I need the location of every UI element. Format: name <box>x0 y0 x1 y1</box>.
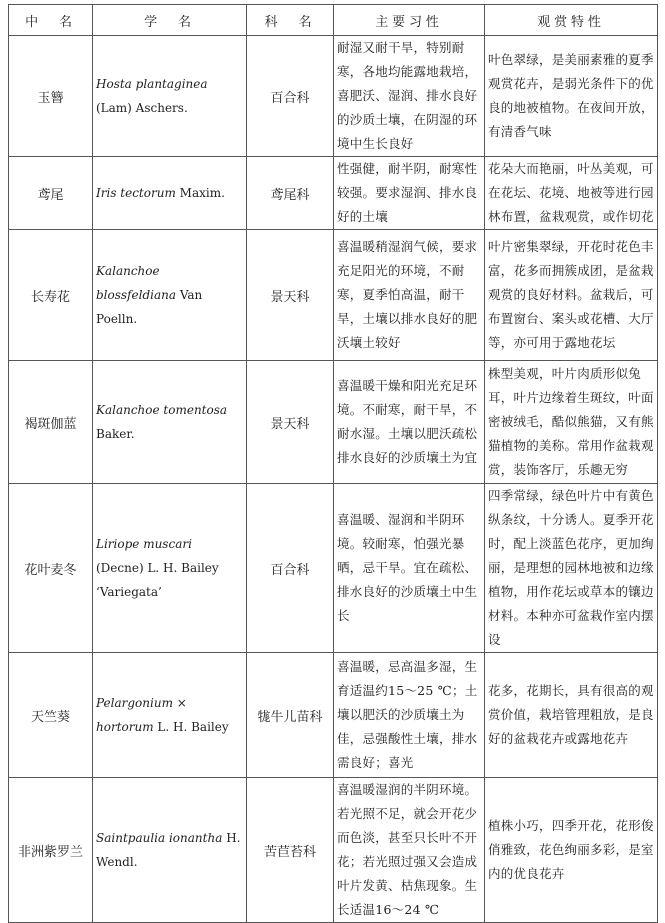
scientific-name <box>93 361 247 484</box>
genus-species: Liriope muscari <box>96 537 192 551</box>
table-row <box>9 653 658 778</box>
scientific-name <box>93 653 247 778</box>
authority: Baker. <box>96 427 135 441</box>
header-chinese-name: 中 名 <box>9 5 93 36</box>
ornamental-text: 植株小巧，四季开花，花形俊俏雅致，花色绚丽多彩，是室内的优良花卉 <box>485 778 658 923</box>
genus-species: Hosta plantaginea <box>96 77 208 91</box>
scientific-name <box>93 36 247 157</box>
scientific-name <box>93 230 247 361</box>
scientific-name <box>93 157 247 230</box>
header-family: 科 名 <box>247 5 334 36</box>
ornamental-text: 叶片密集翠绿，开花时花色丰富，花多而拥簇成团，是盆栽观赏的良好材料。盆栽后，可布置窗台、案头或花槽、大厅等，亦可用于露地花坛 <box>485 230 658 361</box>
family-name: 百合科 <box>247 36 334 157</box>
habit-text: 喜温暖，忌高温多湿，生育适温约15～25 ℃；土壤以肥沃的沙质壤土为佳，忌强酸性土壤，排水需良好；喜光 <box>334 653 485 778</box>
ornamental-text: 株型美观，叶片肉质形似兔耳，叶片边缘着生斑纹，叶面密被绒毛，酷似熊猫，又有熊猫植物的美称。常用作盆栽观赏，装饰客厅，乐趣无穷 <box>485 361 658 484</box>
habit-text: 性强健，耐半阴，耐寒性较强。要求湿润、排水良好的土壤 <box>334 157 485 230</box>
authority: Van Poelln. <box>96 288 203 326</box>
family-name: 苦苣苔科 <box>247 778 334 923</box>
header-habit: 主要习性 <box>334 5 485 36</box>
family-name: 百合科 <box>247 484 334 653</box>
table-row <box>9 778 658 923</box>
ornamental-text: 花多，花期长，具有很高的观赏价值，栽培管理粗放，是良好的盆栽花卉或露地花卉 <box>485 653 658 778</box>
table-row <box>9 230 658 361</box>
authority: (Decne) L. H. Bailey ‘Variegata’ <box>96 561 219 599</box>
table-header-row <box>9 5 658 36</box>
authority: Maxim. <box>179 186 225 200</box>
chinese-name: 天竺葵 <box>9 653 93 778</box>
ornamental-text: 叶色翠绿，是美丽素雅的夏季观赏花卉，是弱光条件下的优良的地被植物。在夜间开放，有清香气味 <box>485 36 658 157</box>
authority: (Lam) Aschers. <box>96 101 188 115</box>
header-scientific-name: 学 名 <box>93 5 247 36</box>
family-name: 鸢尾科 <box>247 157 334 230</box>
habit-text: 喜温暖干燥和阳光充足环境。不耐寒，耐干旱，不耐水湿。土壤以肥沃疏松排水良好的沙质壤土为宜 <box>334 361 485 484</box>
ornamental-text: 四季常绿，绿色叶片中有黄色纵条纹，十分诱人。夏季开花时，配上淡蓝色花序，更加绚丽，是理想的园林地被和边缘植物，用作花坛或草本的镶边材料。本种亦可盆栽作室内摆设 <box>485 484 658 653</box>
habit-text: 喜温暖稍湿润气候，要求充足阳光的环境，不耐寒，夏季怕高温，耐干旱，土壤以排水良好的肥沃壤土较好 <box>334 230 485 361</box>
chinese-name: 褐斑伽蓝 <box>9 361 93 484</box>
authority: L. H. Bailey <box>157 720 229 734</box>
family-name: 景天科 <box>247 361 334 484</box>
chinese-name: 花叶麦冬 <box>9 484 93 653</box>
habit-text: 喜温暖、湿润和半阴环境。较耐寒，怕强光暴晒，忌干旱。宜在疏松、排水良好的沙质壤土中生长 <box>334 484 485 653</box>
authority: H. Wendl. <box>96 831 241 869</box>
scientific-name <box>93 778 247 923</box>
header-ornamental: 观赏特性 <box>485 5 658 36</box>
family-name: 景天科 <box>247 230 334 361</box>
habit-text: 喜温暖湿润的半阴环境。若光照不足，就会开花少而色淡，甚至只长叶不开花；若光照过强又会造成叶片发黄、枯焦现象。生长适温16～24 ℃ <box>334 778 485 923</box>
genus-species: Kalanchoe tomentosa <box>96 403 228 417</box>
table-row <box>9 361 658 484</box>
ornamental-plants-table <box>8 4 658 923</box>
table-row <box>9 157 658 230</box>
family-name: 牻牛儿苗科 <box>247 653 334 778</box>
ornamental-text: 花朵大而艳丽，叶丛美观，可在花坛、花境、地被等进行园林布置，盆栽观赏，或作切花 <box>485 157 658 230</box>
table-row <box>9 484 658 653</box>
genus-species: Iris tectorum <box>96 186 176 200</box>
habit-text: 耐湿又耐干旱，特别耐寒，各地均能露地栽培，喜肥沃、湿润、排水良好的沙质土壤，在阴湿的环境中生长良好 <box>334 36 485 157</box>
genus-species: Pelargonium × hortorum <box>96 696 187 734</box>
chinese-name: 非洲紫罗兰 <box>9 778 93 923</box>
genus-species: Saintpaulia ionantha <box>96 831 223 845</box>
chinese-name: 长寿花 <box>9 230 93 361</box>
chinese-name: 鸢尾 <box>9 157 93 230</box>
chinese-name: 玉簪 <box>9 36 93 157</box>
table-row <box>9 36 658 157</box>
scientific-name <box>93 484 247 653</box>
genus-species: Kalanchoe blossfeldiana <box>96 264 176 302</box>
